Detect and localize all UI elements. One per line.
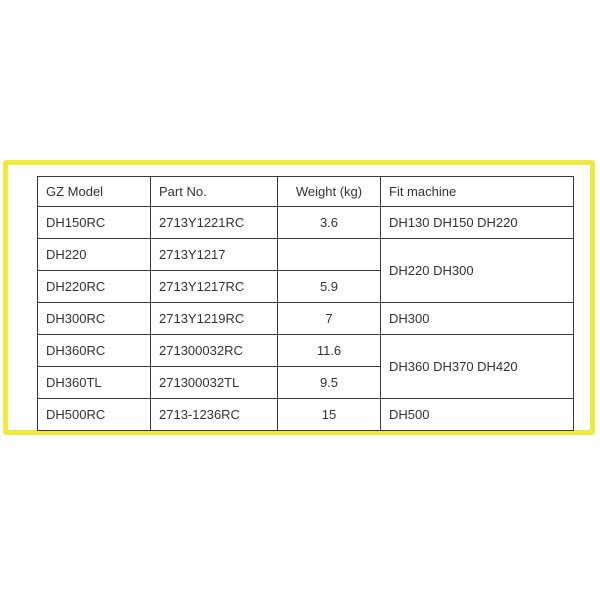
cell-weight	[278, 239, 381, 271]
cell-weight: 15	[278, 399, 381, 431]
cell-part: 271300032TL	[151, 367, 278, 399]
column-header-weight: Weight (kg)	[278, 177, 381, 207]
cell-fit: DH360 DH370 DH420	[381, 335, 574, 399]
header-row	[38, 177, 574, 207]
parts-table	[37, 176, 574, 431]
cell-weight: 11.6	[278, 335, 381, 367]
cell-fit: DH300	[381, 303, 574, 335]
table-row	[38, 239, 574, 271]
cell-part: 271300032RC	[151, 335, 278, 367]
cell-part: 2713Y1221RC	[151, 207, 278, 239]
cell-model: DH300RC	[38, 303, 151, 335]
cell-fit: DH500	[381, 399, 574, 431]
cell-weight: 3.6	[278, 207, 381, 239]
cell-model: DH150RC	[38, 207, 151, 239]
cell-fit: DH130 DH150 DH220	[381, 207, 574, 239]
cell-weight: 7	[278, 303, 381, 335]
cell-model: DH220	[38, 239, 151, 271]
cell-model: DH500RC	[38, 399, 151, 431]
column-header-model: GZ Model	[38, 177, 151, 207]
table-row	[38, 207, 574, 239]
cell-part: 2713-1236RC	[151, 399, 278, 431]
cell-part: 2713Y1219RC	[151, 303, 278, 335]
column-header-part: Part No.	[151, 177, 278, 207]
cell-part: 2713Y1217	[151, 239, 278, 271]
cell-weight: 5.9	[278, 271, 381, 303]
cell-fit: DH220 DH300	[381, 239, 574, 303]
cell-model: DH360RC	[38, 335, 151, 367]
table-row	[38, 335, 574, 367]
cell-weight: 9.5	[278, 367, 381, 399]
table-row	[38, 303, 574, 335]
table-row	[38, 399, 574, 431]
cell-model: DH360TL	[38, 367, 151, 399]
cell-model: DH220RC	[38, 271, 151, 303]
cell-part: 2713Y1217RC	[151, 271, 278, 303]
column-header-fit: Fit machine	[381, 177, 574, 207]
